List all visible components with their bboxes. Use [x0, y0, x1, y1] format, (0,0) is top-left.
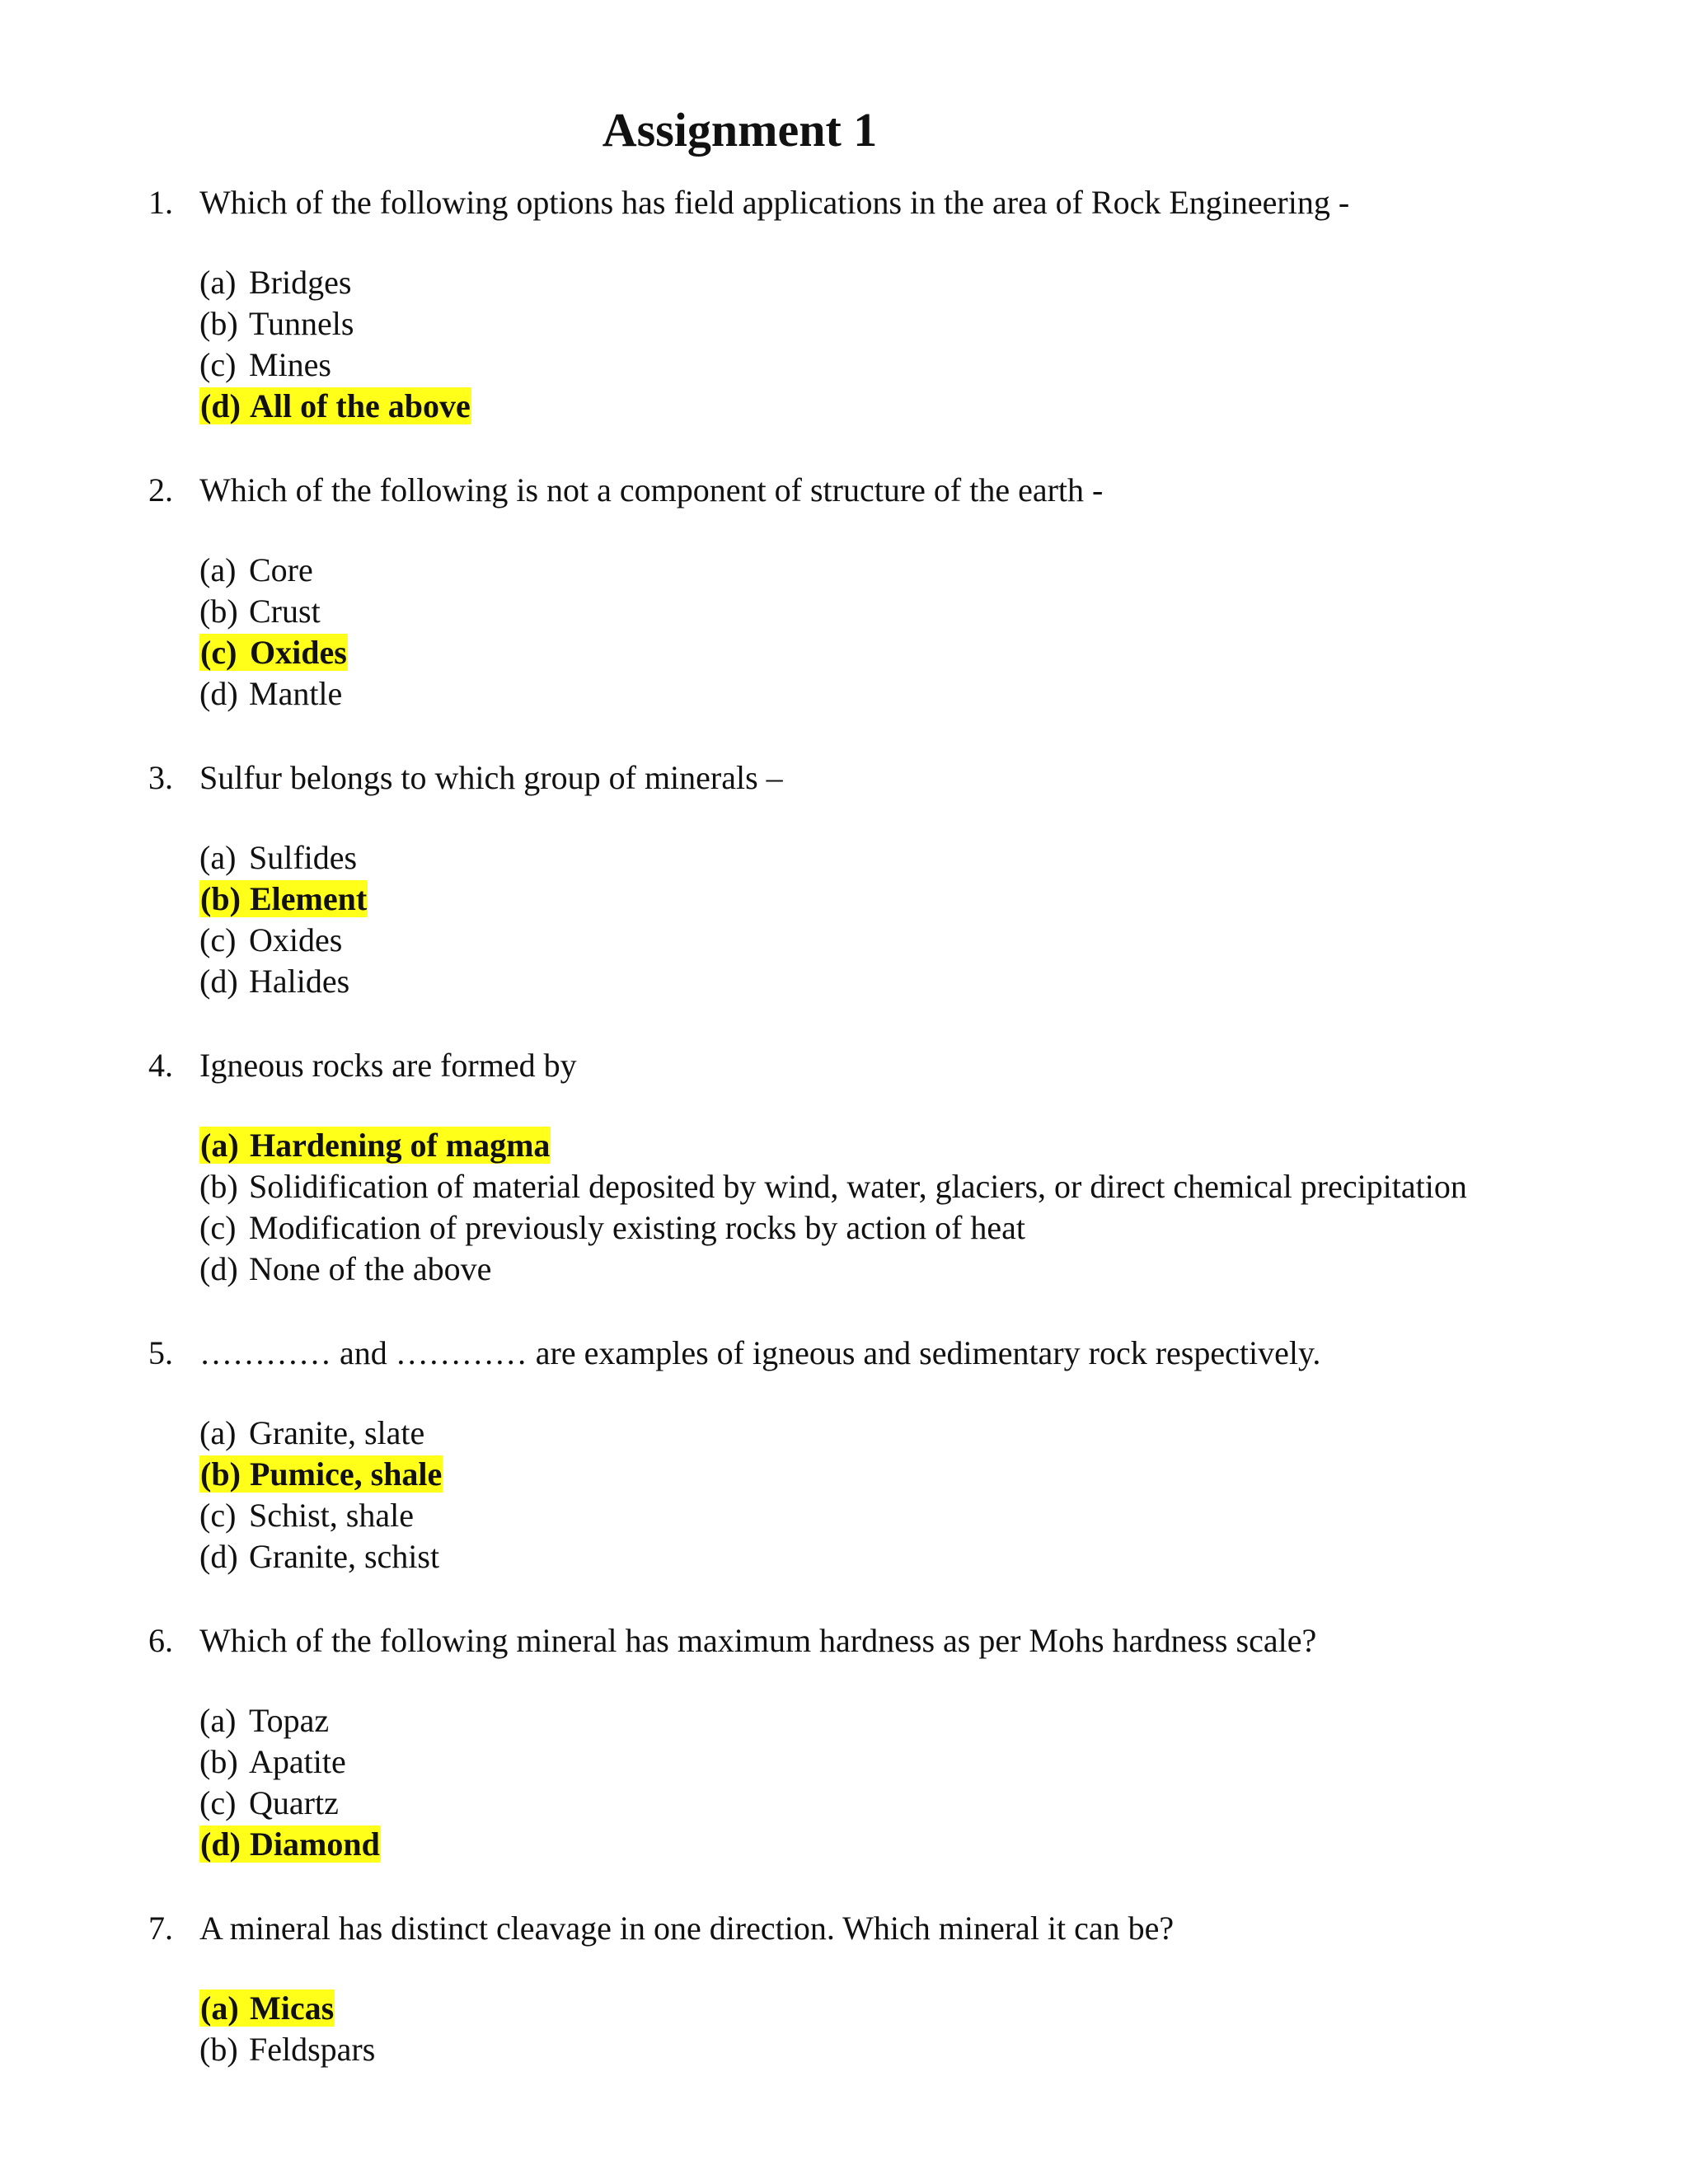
option-letter: (c) [199, 1784, 237, 1821]
option-letter: (c) [199, 346, 237, 383]
option-list [148, 837, 1599, 1002]
option-text: Mantle [249, 675, 343, 712]
option-list [148, 1125, 1599, 1290]
option-list [148, 1413, 1599, 1577]
option-letter: (c) [199, 1497, 237, 1534]
option-text: Crust [249, 593, 321, 630]
option-text: Apatite [249, 1743, 346, 1780]
option-letter: (c) [200, 634, 237, 671]
option-text: Micas [250, 1990, 335, 2027]
option-d [199, 1536, 1599, 1577]
question-text: Which of the following is not a component of structure of the earth - [199, 471, 1104, 509]
question-number: 5. [148, 1334, 173, 1371]
option-letter: (a) [200, 1127, 239, 1164]
option-letter: (d) [199, 963, 238, 1000]
question-stem [148, 467, 1599, 513]
option-text: Mines [249, 346, 331, 383]
option-text: Schist, shale [249, 1497, 414, 1534]
question-text: ………… and ………… are examples of igneous and sedimentary rock respectively. [199, 1334, 1321, 1371]
option-letter: (b) [200, 880, 241, 917]
option-d [199, 1249, 1599, 1290]
option-text: Pumice, shale [250, 1455, 443, 1493]
question-stem [148, 1618, 1599, 1664]
question-number: 3. [148, 759, 173, 796]
option-text: Diamond [250, 1825, 380, 1863]
question-number: 7. [148, 1910, 173, 1947]
question-1 [148, 180, 1599, 427]
page-title: Assignment 1 [602, 103, 878, 157]
option-list [148, 1700, 1599, 1865]
option-text: Oxides [250, 634, 347, 671]
option-text: Hardening of magma [250, 1127, 551, 1164]
option-letter: (a) [199, 1414, 237, 1451]
option-a [199, 1700, 1599, 1741]
option-letter: (b) [199, 305, 238, 342]
option-letter: (b) [199, 2031, 238, 2068]
option-text: Granite, slate [249, 1414, 425, 1451]
question-stem [148, 1905, 1599, 1952]
option-c [199, 1495, 1599, 1536]
option-letter: (d) [200, 1825, 241, 1863]
option-text: None of the above [249, 1250, 492, 1287]
question-stem [148, 755, 1599, 801]
option-letter: (d) [200, 387, 241, 424]
option-text: Granite, schist [249, 1538, 440, 1575]
option-letter: (b) [199, 1743, 238, 1780]
option-b [199, 1741, 1599, 1783]
option-c [199, 1207, 1599, 1249]
option-list [148, 262, 1599, 427]
question-7 [148, 1905, 1599, 2070]
option-text: Sulfides [249, 839, 358, 876]
option-text: Oxides [249, 921, 343, 958]
option-text: Halides [249, 963, 350, 1000]
option-d [199, 1824, 1599, 1865]
option-a [199, 1988, 1599, 2029]
option-letter: (a) [199, 264, 237, 301]
option-letter: (d) [199, 675, 238, 712]
option-a [199, 837, 1599, 879]
option-b [199, 303, 1599, 344]
option-text: Bridges [249, 264, 352, 301]
option-b [199, 1166, 1599, 1207]
question-stem [148, 1330, 1599, 1376]
question-text: A mineral has distinct cleavage in one direction. Which mineral it can be? [199, 1910, 1175, 1947]
option-letter: (b) [199, 1168, 238, 1205]
option-b [199, 879, 1599, 920]
question-text: Sulfur belongs to which group of minerals – [199, 759, 783, 796]
option-text: Element [250, 880, 368, 917]
question-text: Which of the following options has field applications in the area of Rock Engineering - [199, 184, 1350, 221]
option-a [199, 550, 1599, 591]
option-letter: (a) [199, 551, 237, 588]
question-stem [148, 1043, 1599, 1089]
option-list [148, 550, 1599, 715]
option-letter: (b) [200, 1455, 241, 1493]
option-text: Topaz [249, 1702, 330, 1739]
option-text: Feldspars [249, 2031, 376, 2068]
option-a [199, 1125, 1599, 1166]
option-d [199, 673, 1599, 715]
option-c [199, 344, 1599, 386]
question-number: 2. [148, 471, 173, 509]
question-text: Which of the following mineral has maximum hardness as per Mohs hardness scale? [199, 1622, 1317, 1659]
option-text: Core [249, 551, 313, 588]
question-number: 4. [148, 1047, 173, 1084]
option-text: Solidification of material deposited by wind, water, glaciers, or direct chemical precipitation [249, 1168, 1467, 1205]
option-c [199, 1783, 1599, 1824]
question-5 [148, 1330, 1599, 1577]
question-number: 6. [148, 1622, 173, 1659]
option-text: All of the above [250, 387, 471, 424]
option-list [148, 1988, 1599, 2070]
option-letter: (b) [199, 593, 238, 630]
option-a [199, 1413, 1599, 1454]
option-letter: (c) [199, 1209, 237, 1246]
option-b [199, 1454, 1599, 1495]
question-4 [148, 1043, 1599, 1290]
question-3 [148, 755, 1599, 1002]
option-letter: (a) [199, 1702, 237, 1739]
option-c [199, 632, 1599, 673]
option-letter: (d) [199, 1538, 238, 1575]
option-letter: (a) [199, 839, 237, 876]
option-d [199, 386, 1599, 427]
option-text: Quartz [249, 1784, 339, 1821]
option-c [199, 920, 1599, 961]
option-d [199, 961, 1599, 1002]
question-number: 1. [148, 184, 173, 221]
option-letter: (d) [199, 1250, 238, 1287]
option-a [199, 262, 1599, 303]
option-b [199, 2029, 1599, 2070]
question-stem [148, 180, 1599, 226]
option-letter: (a) [200, 1990, 239, 2027]
question-text: Igneous rocks are formed by [199, 1047, 577, 1084]
question-2 [148, 467, 1599, 715]
option-text: Modification of previously existing rocks by action of heat [249, 1209, 1026, 1246]
option-b [199, 591, 1599, 632]
option-text: Tunnels [249, 305, 354, 342]
option-letter: (c) [199, 921, 237, 958]
question-6 [148, 1618, 1599, 1865]
